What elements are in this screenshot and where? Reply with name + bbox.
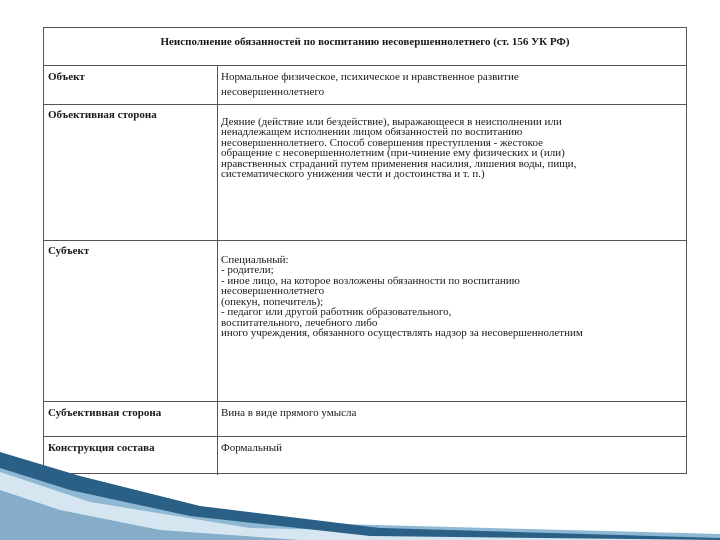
content-line: систематического унижения чести и достоинства и т. п.): [221, 168, 485, 180]
row-label-object: Объект: [48, 71, 85, 83]
row-label-construction: Конструкция состава: [48, 442, 155, 454]
content-line: - педагог или другой работник образовательного,: [221, 306, 452, 319]
row-content-subject: [221, 255, 680, 339]
content-line: Вина в виде прямого умысла: [221, 407, 357, 419]
content-line: нравственных страданий путем применения насилия, лишения воды, пищи,: [221, 157, 577, 170]
content-line: несовершеннолетнего: [221, 85, 325, 98]
decorative-stripes: [0, 410, 720, 540]
content-line: - родители;: [221, 264, 274, 277]
content-line: несовершеннолетнего. Способ совершения преступления - жестокое: [221, 136, 543, 149]
row-divider: [44, 104, 686, 105]
content-line: воспитательного, лечебного либо: [221, 316, 378, 329]
content-line: несовершеннолетнего: [221, 285, 325, 298]
row-label-subjective-side: Субъективная сторона: [48, 407, 162, 419]
row-label-subject: Субъект: [48, 245, 90, 257]
row-content-object: [221, 70, 680, 100]
content-line: Нормальное физическое, психическое и нравственное развитие: [221, 71, 519, 83]
legal-table: [43, 27, 687, 474]
content-line: обращение с несовершеннолетним (при-чинение ему физических и (или): [221, 147, 565, 160]
row-label-objective-side: Объективная сторона: [48, 109, 157, 121]
row-divider: [44, 65, 686, 66]
row-divider: [44, 240, 686, 241]
table-title: Неисполнение обязанностей по воспитанию несовершеннолетнего (ст. 156 УК РФ): [160, 36, 570, 48]
content-line: Формальный: [221, 442, 283, 454]
content-line: (опекун, попечитель);: [221, 295, 324, 308]
content-line: Деяние (действие или бездействие), выражающееся в неисполнении или: [221, 117, 562, 128]
row-content-objective-side: [221, 117, 680, 180]
content-line: - иное лицо, на которое возложены обязанности по воспитанию: [221, 274, 520, 287]
row-divider: [44, 401, 686, 402]
content-line: иного учреждения, обязанного осуществлять надзор за несовершеннолетним: [221, 327, 583, 339]
content-line: Специальный:: [221, 255, 289, 266]
content-line: ненадлежащем исполнении лицом обязанностей по воспитанию: [221, 126, 523, 139]
